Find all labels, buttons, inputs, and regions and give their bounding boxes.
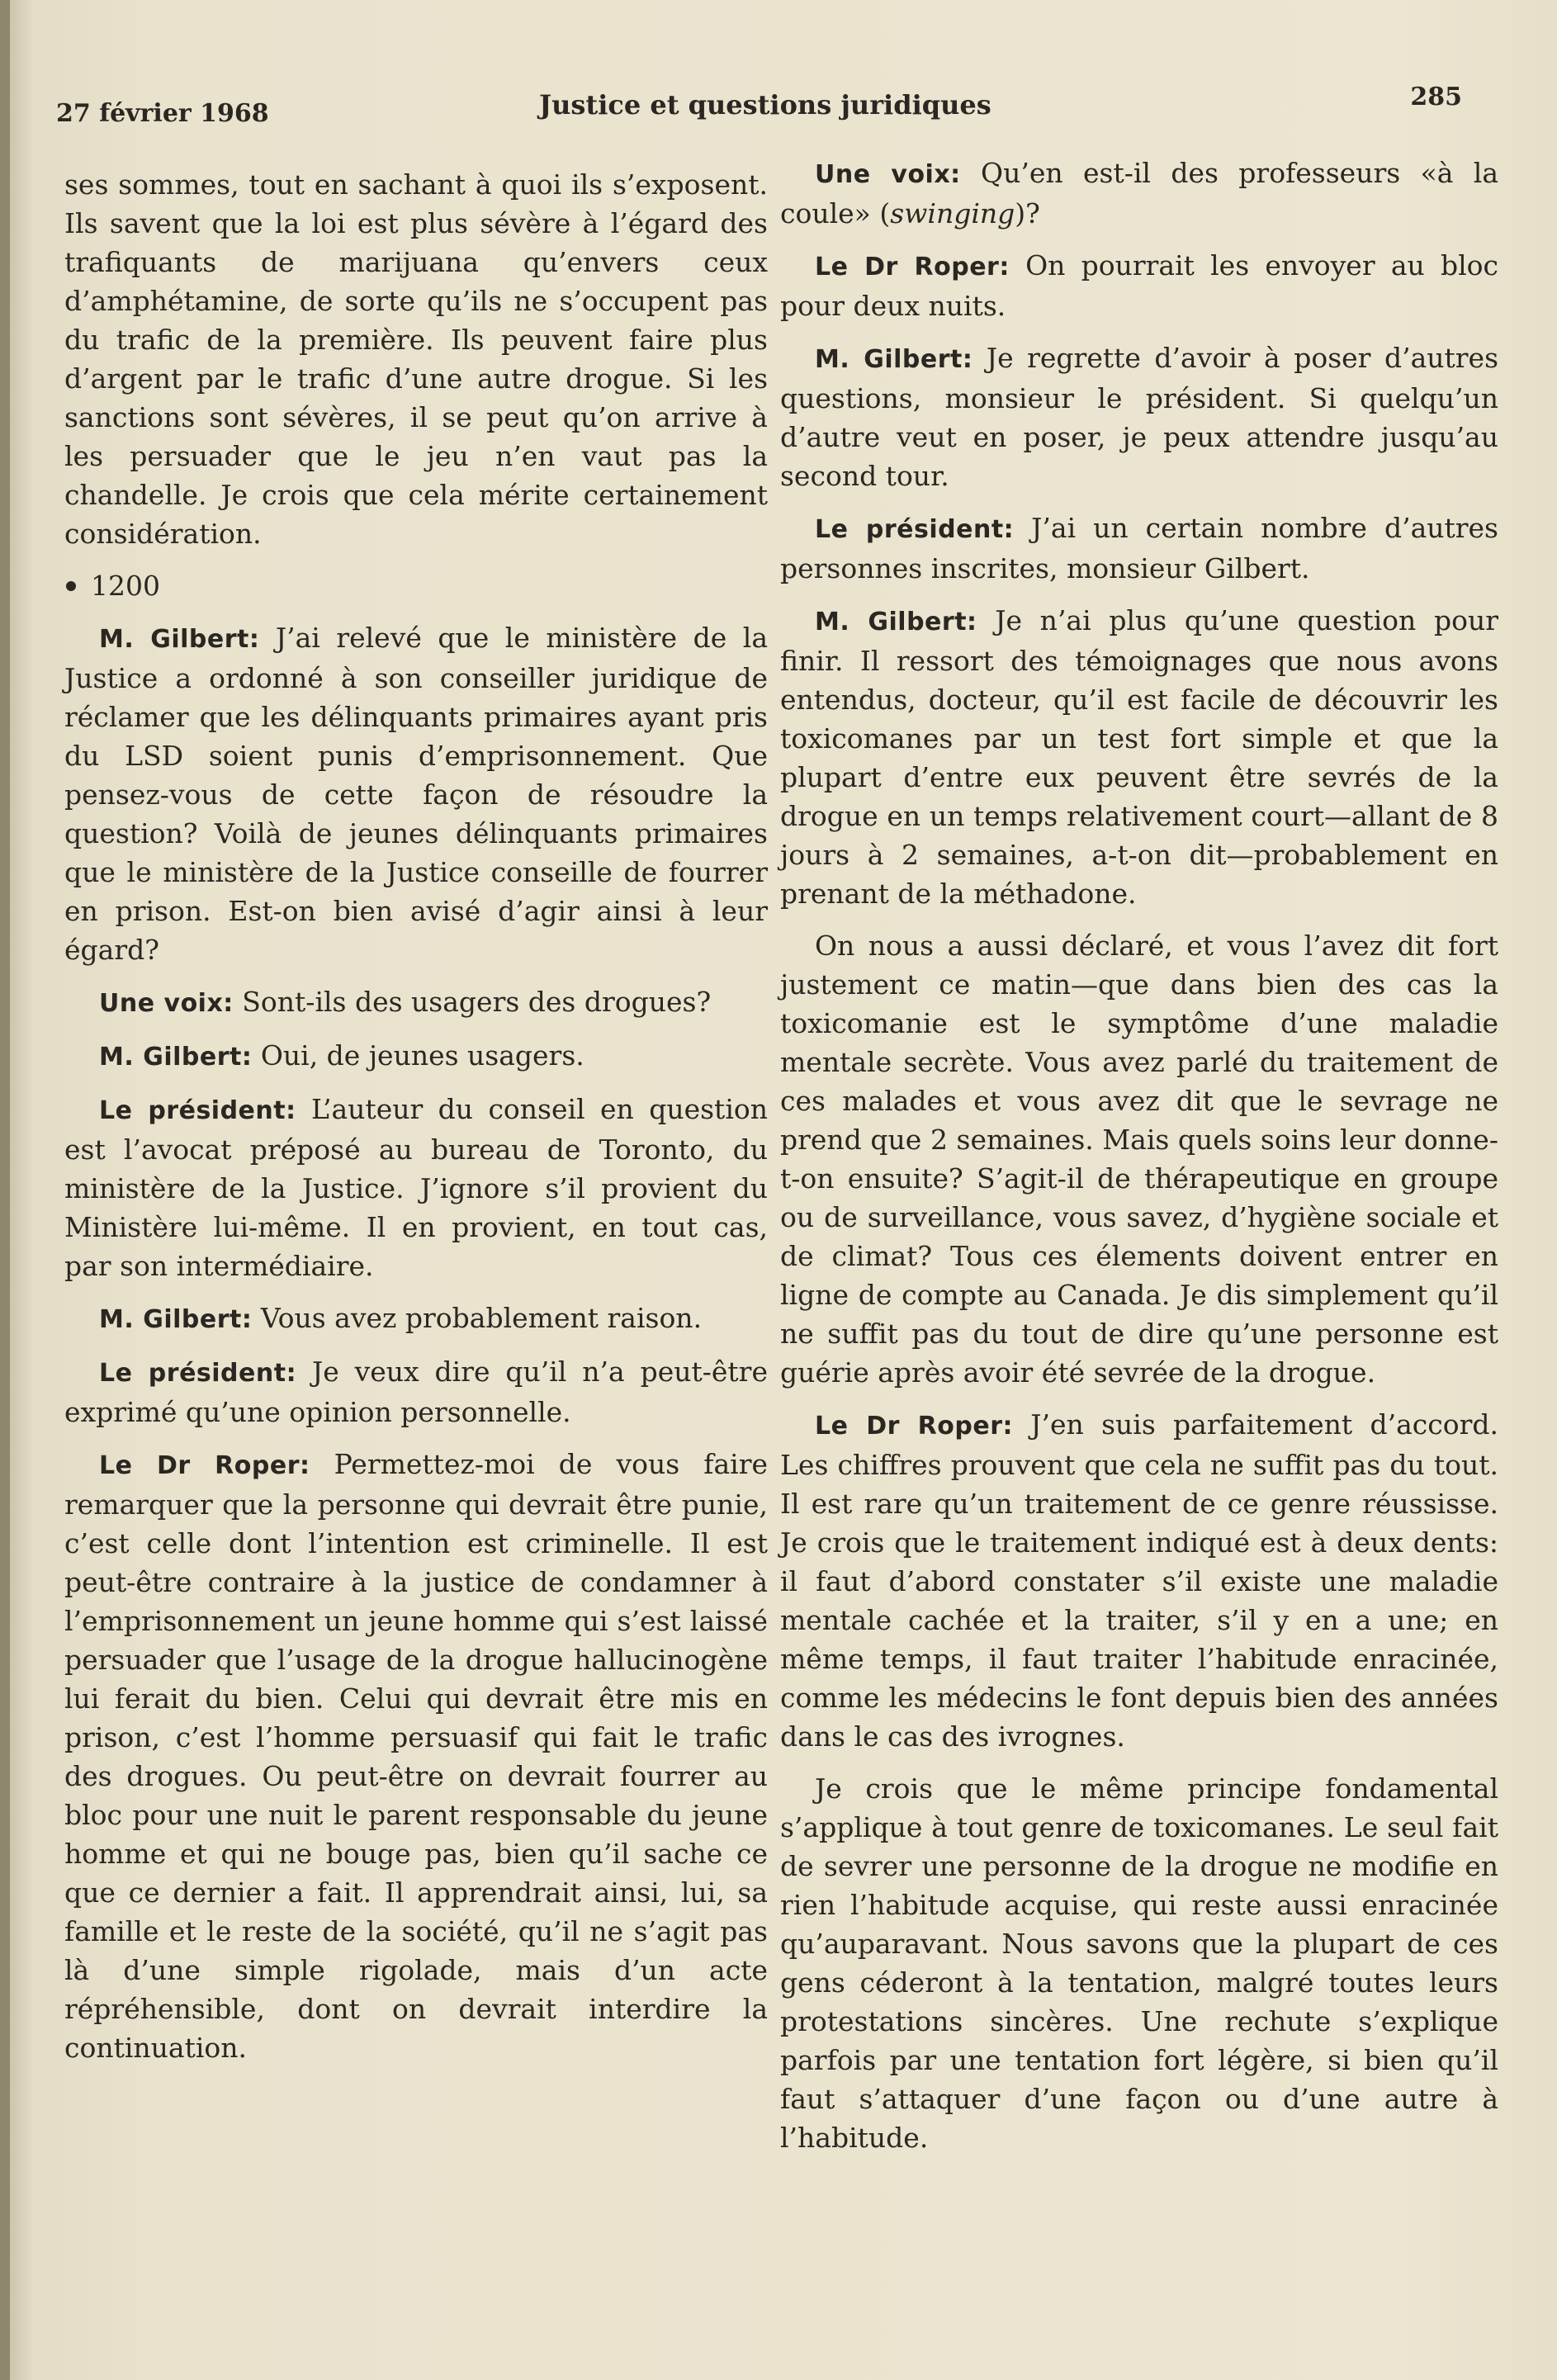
speech-text: J’ai un certain nombre d’autres personnes inscrites, monsieur Gilbert. <box>780 512 1498 584</box>
paragraph <box>780 509 1498 588</box>
speaker-name: M. Gilbert: <box>815 345 973 374</box>
speech-text: J’en suis parfaitement d’accord. Les chiffres prouvent que cela ne suffit pas du tout. Il est rare qu’un traitement de ce genre réussisse. Je crois que le traitement indiqué est à deux dents: il faut d’abord constater s’il existe une maladie mentale cachée et la traiter, s’il y en a une; en même temps, il faut traiter l’habitude enracinée, comme les médecins le font depuis bien des années dans le cas des ivrognes. <box>780 1408 1498 1753</box>
paragraph <box>64 618 768 969</box>
paragraph <box>780 338 1498 495</box>
paragraph <box>64 1352 768 1431</box>
speech-text: Vous avez probablement raison. <box>252 1302 703 1334</box>
time-marker <box>64 566 768 605</box>
speech-text: Qu’en est-il des professeurs «à la coule» ( <box>780 157 1498 229</box>
speaker-name: Le président: <box>815 515 1015 544</box>
speaker-name: M. Gilbert: <box>99 1043 253 1072</box>
page-number: 285 <box>1410 83 1462 111</box>
speaker-name: M. Gilbert: <box>99 1305 253 1334</box>
speech-text: L’auteur du conseil en question est l’avocat préposé au bureau de Toronto, du ministère de la Justice. J’ignore s’il provient du Ministère lui-même. Il en provient, en tout cas, par son intermédiaire. <box>64 1093 768 1282</box>
paragraph: Je crois que le même principe fondamental s’applique à tout genre de toxicomanes. Le seul fait de sevrer une personne de la drogue ne modifie en rien l’habitude acquise, qui reste aussi enracinée qu’auparavant. Nous savons que la plupart de ces gens céderont à la tentation, malgré toutes leurs protestations sincères. Une rechute s’explique parfois par une tentation fort légère, si bien qu’il faut s’attaquer d’une façon ou d’une autre à l’habitude. <box>780 1772 1498 2154</box>
speech-text: Je regrette d’avoir à poser d’autres questions, monsieur le président. Si quelqu’un d’autre veut en poser, je peux attendre jusqu’au second tour. <box>780 342 1498 492</box>
speaker-name: Le Dr Roper: <box>815 253 1010 282</box>
speech-text: )? <box>1015 197 1040 229</box>
paragraph <box>780 1405 1498 1756</box>
header-title: Justice et questions juridiques <box>539 89 991 121</box>
speech-text: Oui, de jeunes usagers. <box>252 1039 584 1072</box>
right-column <box>780 154 1498 2170</box>
speech-text: Je veux dire qu’il n’a peut-être exprimé qu’une opinion personnelle. <box>64 1356 768 1428</box>
italic-term: swinging <box>890 197 1015 229</box>
paragraph <box>780 601 1498 913</box>
paragraph <box>64 1445 768 2067</box>
speech-text: Sont-ils des usagers des drogues? <box>233 986 712 1018</box>
speaker-name: Le Dr Roper: <box>99 1451 310 1480</box>
time-marker-text: 1200 <box>91 570 160 602</box>
speaker-name: Une voix: <box>815 160 961 189</box>
header-date: 27 février 1968 <box>56 99 269 128</box>
speaker-name: M. Gilbert: <box>99 625 260 654</box>
speech-text: J’ai relevé que le ministère de la Justice a ordonné à son conseiller juridique de réclamer que les délinquants primaires ayant pris du LSD soient punis d’emprisonnement. Que pensez-vous de cette façon de résoudre la question? Voilà de jeunes délinquants primaires que le ministère de la Justice conseille de fourrer en prison. Est-on bien avisé d’agir ainsi à leur égard? <box>64 622 768 966</box>
paragraph <box>64 1090 768 1285</box>
speech-text: Je n’ai plus qu’une question pour finir. Il ressort des témoignages que nous avons entendus, docteur, qu’il est facile de découvrir les toxicomanes par un test fort simple et que la plupart d’entre eux peuvent être sevrés de la drogue en un temps relativement court—allant de 8 jours à 2 semaines, a-t-on dit—probablement en prenant de la méthadone. <box>780 604 1498 910</box>
speech-text: On pourrait les envoyer au bloc pour deux nuits. <box>780 249 1498 322</box>
paragraph: On nous a aussi déclaré, et vous l’avez dit fort justement ce matin—que dans bien des cas la toxicomanie est le symptôme d’une maladie mentale secrète. Vous avez parlé du traitement de ces malades et vous avez dit que le sevrage ne prend que 2 semaines. Mais quels soins leur donne-t-on ensuite? S’agit-il de thérapeutique en groupe ou de surveillance, vous savez, d’hygiène sociale et de climat? Tous ces élements doivent entrer en ligne de compte au Canada. Je dis simplement qu’il ne suffit pas du tout de dire qu’une personne est guérie après avoir été sevrée de la drogue. <box>780 930 1498 1389</box>
speaker-name: M. Gilbert: <box>815 608 977 636</box>
paragraph <box>780 246 1498 325</box>
page-header <box>56 83 1507 132</box>
binding-edge <box>0 0 10 2380</box>
paragraph <box>64 982 768 1023</box>
left-column <box>64 165 768 2080</box>
paragraph: ses sommes, tout en sachant à quoi ils s’exposent. Ils savent que la loi est plus sévère à l’égard des trafiquants de marijuana qu’envers ceux d’amphétamine, de sorte qu’ils ne s’occupent pas du trafic de la première. Ils peuvent faire plus d’argent par le trafic d’une autre drogue. Si les sanctions sont sévères, il se peut qu’on arrive à les persuader que le jeu n’en vaut pas la chandelle. Je crois que cela mérite certainement considération. <box>64 168 768 550</box>
speaker-name: Le Dr Roper: <box>815 1412 1013 1441</box>
paragraph <box>780 154 1498 233</box>
speaker-name: Le président: <box>99 1096 296 1125</box>
paragraph <box>64 1299 768 1339</box>
paragraph <box>64 1036 768 1076</box>
bullet-icon <box>66 581 76 591</box>
speaker-name: Le président: <box>99 1359 297 1388</box>
speech-text: Permettez-moi de vous faire remarquer que la personne qui devrait être punie, c’est celle dont l’intention est criminelle. Il est peut-être contraire à la justice de condamner à l’emprisonnement un jeune homme qui s’est laissé persuader que l’usage de la drogue hallucinogène lui ferait du bien. Celui qui devrait être mis en prison, c’est l’homme persuasif qui fait le trafic des drogues. Ou peut-être on devrait fourrer au bloc pour une nuit le parent responsable du jeune homme et qui ne bouge pas, bien qu’il sache ce que ce dernier a fait. Il apprendrait ainsi, lui, sa famille et le reste de la société, qu’il ne s’agit pas là d’une simple rigolade, mais d’un acte répréhensible, dont on devrait interdire la continuation. <box>64 1448 768 2064</box>
speaker-name: Une voix: <box>99 989 234 1018</box>
